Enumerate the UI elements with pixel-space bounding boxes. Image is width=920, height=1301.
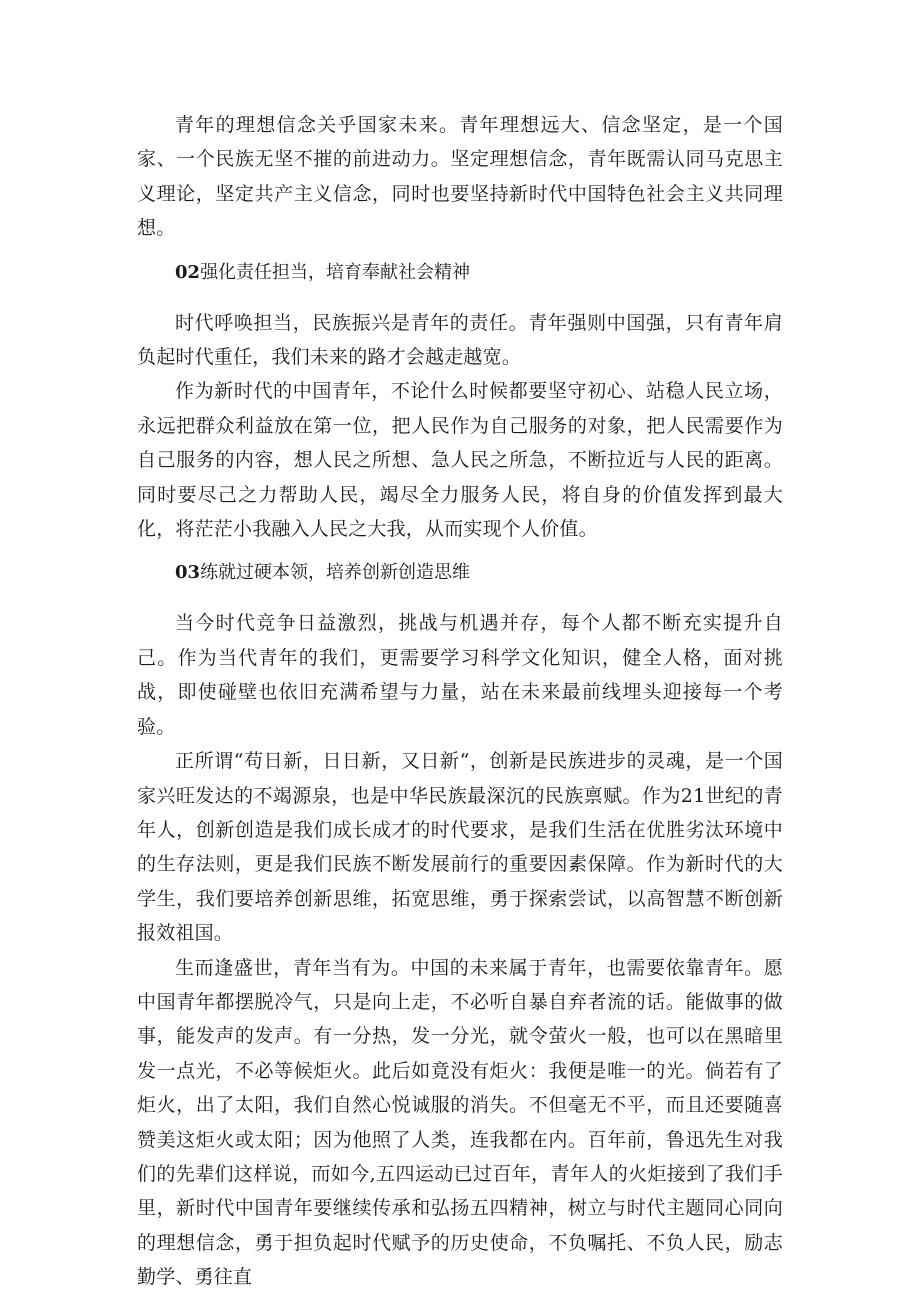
paragraph-ideals: 青年的理想信念关乎国家未来。青年理想远大、信念坚定，是一个国家、一个民族无坚不摧的前进动力。坚定理想信念，青年既需认同马克思主义理论，坚定共产主义信念，同时也要坚持新时代中国特色社会主义共同理想。 bbox=[137, 114, 783, 240]
section-title: 练就过硬本领，培养创新创造思维 bbox=[200, 562, 471, 584]
section-heading-02 bbox=[137, 256, 783, 290]
section-heading-03 bbox=[137, 556, 783, 590]
paragraph-innovation: 正所谓“苟日新，日日新，又日新“，创新是民族进步的灵魂，是一个国家兴旺发达的不竭源泉，也是中华民族最深沉的民族禀赋。作为21世纪的青年人，创新创造是我们成长成才的时代要求，是我们生活在优胜劣汰环境中的生存法则，更是我们民族不断发展前行的重要因素保障。作为新时代的大学生，我们要培养创新思维，拓宽思维，勇于探索尝试，以高智慧不断创新报效祖国。 bbox=[137, 750, 783, 945]
paragraph-competition: 当今时代竞争日益激烈，挑战与机遇并存，每个人都不断充实提升自己。作为当代青年的我们，更需要学习科学文化知识，健全人格，面对挑战，即使碰壁也依旧充满希望与力量，站在未来最前线埋头迎接每一个考验。 bbox=[137, 612, 783, 738]
section-number: 02 bbox=[175, 261, 201, 283]
paragraph-responsibility: 时代呼唤担当，民族振兴是青年的责任。青年强则中国强，只有青年肩负起时代重任，我们未来的路才会越走越宽。 bbox=[137, 311, 783, 369]
paragraph-serve-people: 作为新时代的中国青年，不论什么时候都要坚守初心、站稳人民立场，永远把群众利益放在第一位，把人民作为自己服务的对象，把人民需要作为自己服务的内容，想人民之所想、急人民之所急，不断拉近与人民的距离。同时要尽己之力帮助人民，竭尽全力服务人民，将自身的价值发挥到最大化，将茫茫小我融入人民之大我，从而实现个人价值。 bbox=[137, 380, 783, 541]
paragraph-youth-mission: 生而逢盛世，青年当有为。中国的未来属于青年，也需要依靠青年。愿中国青年都摆脱冷气，只是向上走，不必听自暴自弃者流的话。能做事的做事，能发声的发声。有一分热，发一分光，就令萤火一般，也可以在黑暗里发一点光，不必等候炬火。此后如竟没有炬火：我便是唯一的光。倘若有了炬火，出了太阳，我们自然心悦诚服的消失。不但毫无不平，而且还要随喜赞美这炬火或太阳；因为他照了人类，连我都在内。百年前，鲁迅先生对我们的先辈们这样说，而如今,五四运动已过百年，青年人的火炬接到了我们手里，新时代中国青年要继续传承和弘扬五四精神，树立与时代主题同心同向的理想信念，勇于担负起时代赋予的历史使命，不负嘱托、不负人民，励志勤学、勇往直 bbox=[137, 956, 783, 1289]
section-number: 03 bbox=[175, 562, 201, 584]
section-title: 强化责任担当，培育奉献社会精神 bbox=[200, 261, 471, 283]
